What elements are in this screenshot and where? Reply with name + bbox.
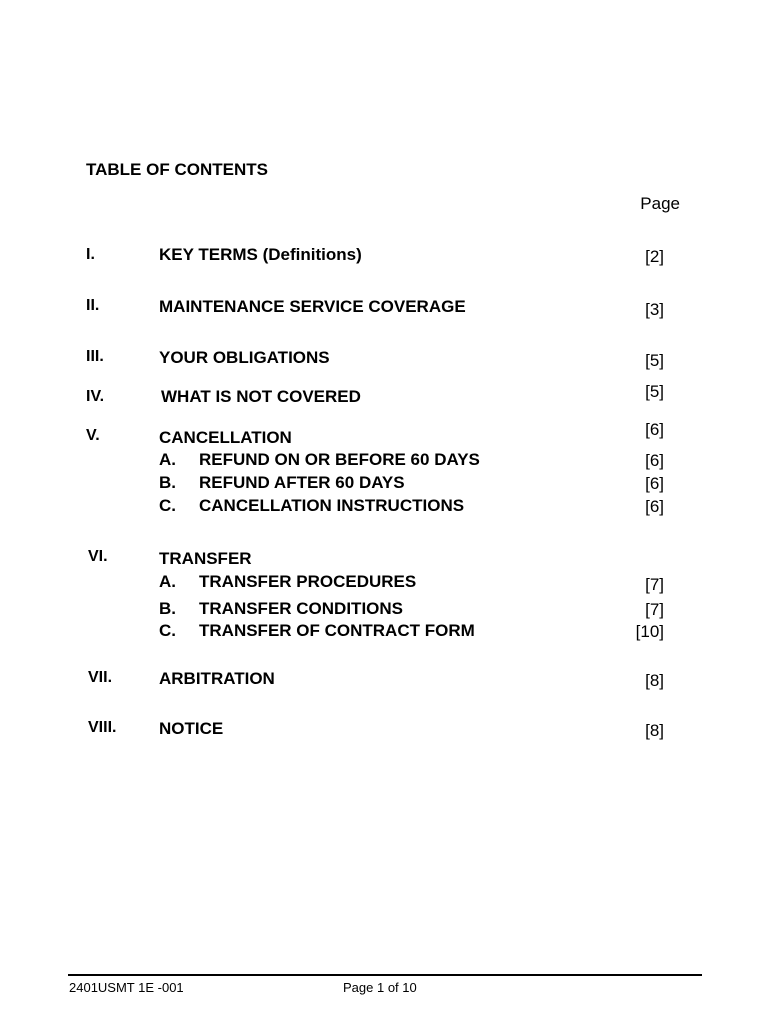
subsection-letter: C. [159,496,176,515]
section-page: [2] [645,247,664,266]
subsection-heading: REFUND ON OR BEFORE 60 DAYS [199,450,480,469]
section-page: [3] [645,300,664,319]
section-page: [5] [645,351,664,370]
subsection-heading: CANCELLATION INSTRUCTIONS [199,496,465,515]
subsection-heading: TRANSFER OF CONTRACT FORM [199,621,475,640]
subsection-letter: B. [159,599,176,618]
subsection-page: [6] [645,497,664,516]
section-numeral: VII. [88,669,113,686]
subsection-page: [7] [645,575,664,594]
section-heading: YOUR OBLIGATIONS [159,348,330,367]
subsection-letter: B. [159,473,176,492]
subsection-row [159,621,475,641]
subsection-page: [7] [645,600,664,619]
section-heading: WHAT IS NOT COVERED [161,387,361,406]
section-page: [8] [645,721,664,740]
subsection-page: [6] [645,474,664,493]
section-numeral: VI. [88,548,108,565]
section-heading: NOTICE [159,719,224,738]
section-heading: TRANSFER [159,549,252,568]
section-numeral: I. [86,246,95,263]
section-numeral: VIII. [88,719,117,736]
subsection-row [159,473,405,493]
footer-form-code: 2401USMT 1E -001 [69,980,184,995]
section-page: [6] [645,420,664,439]
section-numeral: IV. [86,388,105,405]
document-title: TABLE OF CONTENTS [86,160,268,179]
page-column-header: Page [640,194,680,213]
subsection-heading: TRANSFER CONDITIONS [199,599,403,618]
footer-divider [68,974,702,976]
section-heading: MAINTENANCE SERVICE COVERAGE [159,297,466,316]
section-heading: ARBITRATION [159,669,275,688]
section-heading: CANCELLATION [159,428,292,447]
section-numeral: III. [86,348,104,365]
subsection-letter: A. [159,450,176,469]
section-page: [5] [645,382,664,401]
section-numeral: V. [86,427,100,444]
subsection-row [159,572,416,592]
subsection-heading: TRANSFER PROCEDURES [199,572,417,591]
subsection-heading: REFUND AFTER 60 DAYS [199,473,405,492]
subsection-page: [6] [645,451,664,470]
subsection-page: [10] [635,622,664,641]
subsection-row [159,450,480,470]
subsection-row [159,496,464,516]
subsection-row [159,599,403,619]
section-page: [8] [645,671,664,690]
section-numeral: II. [86,297,100,314]
footer-page-indicator: Page 1 of 10 [343,980,417,995]
subsection-letter: C. [159,621,176,640]
subsection-letter: A. [159,572,176,591]
section-heading: KEY TERMS (Definitions) [159,245,362,264]
